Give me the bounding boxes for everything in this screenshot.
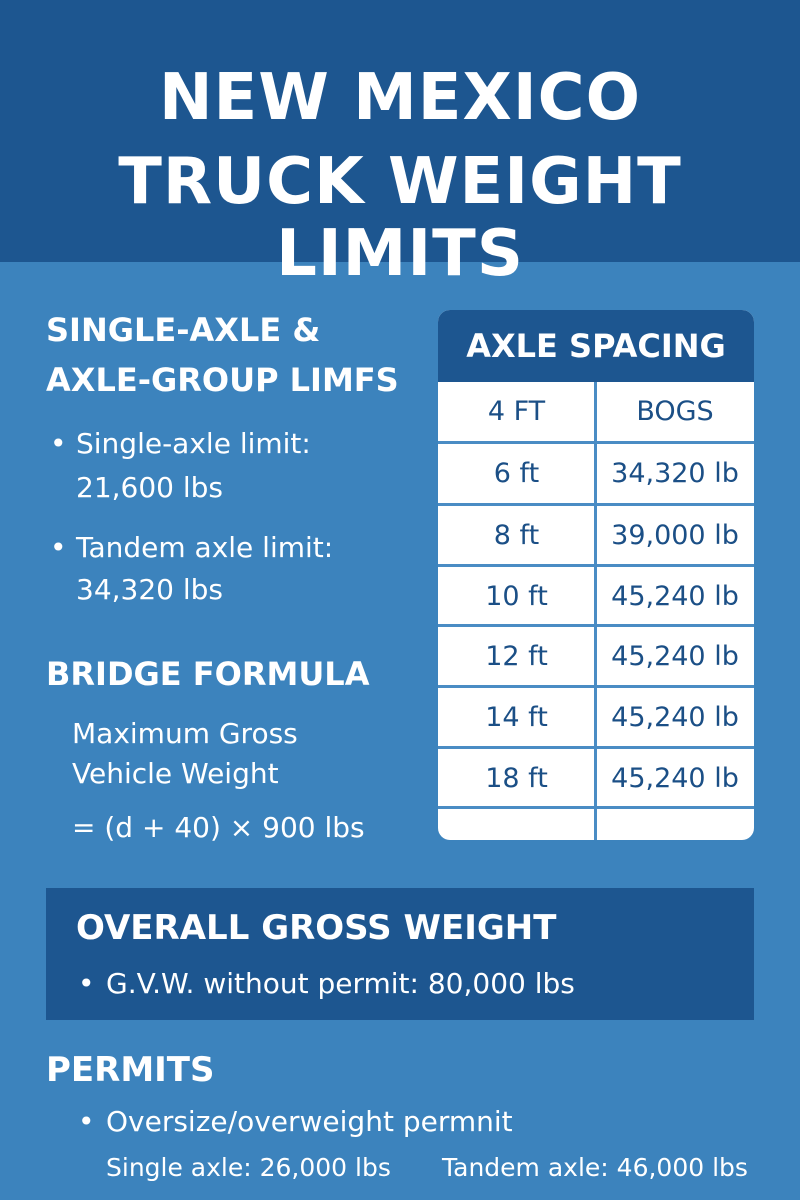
bullet-icon: • xyxy=(78,1105,95,1138)
bridge-formula-line-1: Maximum Gross xyxy=(72,717,298,750)
bullet-icon: • xyxy=(78,967,95,1000)
header-banner xyxy=(0,0,800,291)
table-cell-spacing: 18 ft xyxy=(485,763,548,794)
table-cell-weight: 45,240 lb xyxy=(611,581,739,612)
column-header-spacing: 4 FT xyxy=(487,396,546,427)
table-cell-weight: 45,240 lb xyxy=(611,641,739,672)
axle-spacing-title: AXLE SPACING xyxy=(438,310,754,382)
single-axle-limit-value: 21,600 lbs xyxy=(76,471,224,504)
single-axle-heading-line-2: AXLE-GROUP LIMFS xyxy=(46,361,399,399)
permit-single-axle: Single axle: 26,000 lbs xyxy=(106,1153,391,1182)
column-header-weight: BOGS xyxy=(636,396,714,427)
page-title-line-2: TRUCK WEIGHT LIMITS xyxy=(118,145,682,291)
tandem-axle-limit-value: 34,320 lbs xyxy=(76,573,224,606)
bullet-icon: • xyxy=(50,531,67,564)
permit-type: Oversize/overweight permnit xyxy=(106,1105,513,1138)
bridge-formula-heading: BRIDGE FORMULA xyxy=(46,655,370,693)
table-cell-empty xyxy=(596,809,754,840)
overall-gross-weight-heading: OVERALL GROSS WEIGHT xyxy=(76,908,557,948)
axle-spacing-table xyxy=(438,310,754,840)
table-cell-weight: 34,320 lb xyxy=(611,458,739,489)
permit-tandem-axle: Tandem axle: 46,000 lbs xyxy=(442,1153,748,1182)
table-cell-spacing: 6 ft xyxy=(493,458,540,489)
single-axle-heading-line-1: SINGLE-AXLE & xyxy=(46,311,321,349)
table-cell-weight: 39,000 lb xyxy=(611,520,739,551)
single-axle-limit-label: Single-axle limit: xyxy=(76,427,311,460)
table-cell-spacing: 14 ft xyxy=(485,702,548,733)
table-cell-empty xyxy=(438,809,595,840)
bridge-formula-equation: = (d + 40) × 900 lbs xyxy=(72,811,365,844)
table-cell-weight: 45,240 lb xyxy=(611,702,739,733)
table-cell-spacing: 10 ft xyxy=(485,581,548,612)
table-cell-weight: 45,240 lb xyxy=(611,763,739,794)
bridge-formula-line-2: Vehicle Weight xyxy=(72,757,279,790)
page-title-line-1: NEW MEXICO xyxy=(158,61,642,135)
bullet-icon: • xyxy=(50,427,67,460)
table-cell-spacing: 12 ft xyxy=(485,641,548,672)
gvw-without-permit: G.V.W. without permit: 80,000 lbs xyxy=(106,967,575,1000)
table-cell-spacing: 8 ft xyxy=(493,520,540,551)
tandem-axle-limit-label: Tandem axle limit: xyxy=(76,531,334,564)
permits-heading: PERMITS xyxy=(46,1050,215,1090)
overall-gross-weight-box xyxy=(46,888,754,1020)
